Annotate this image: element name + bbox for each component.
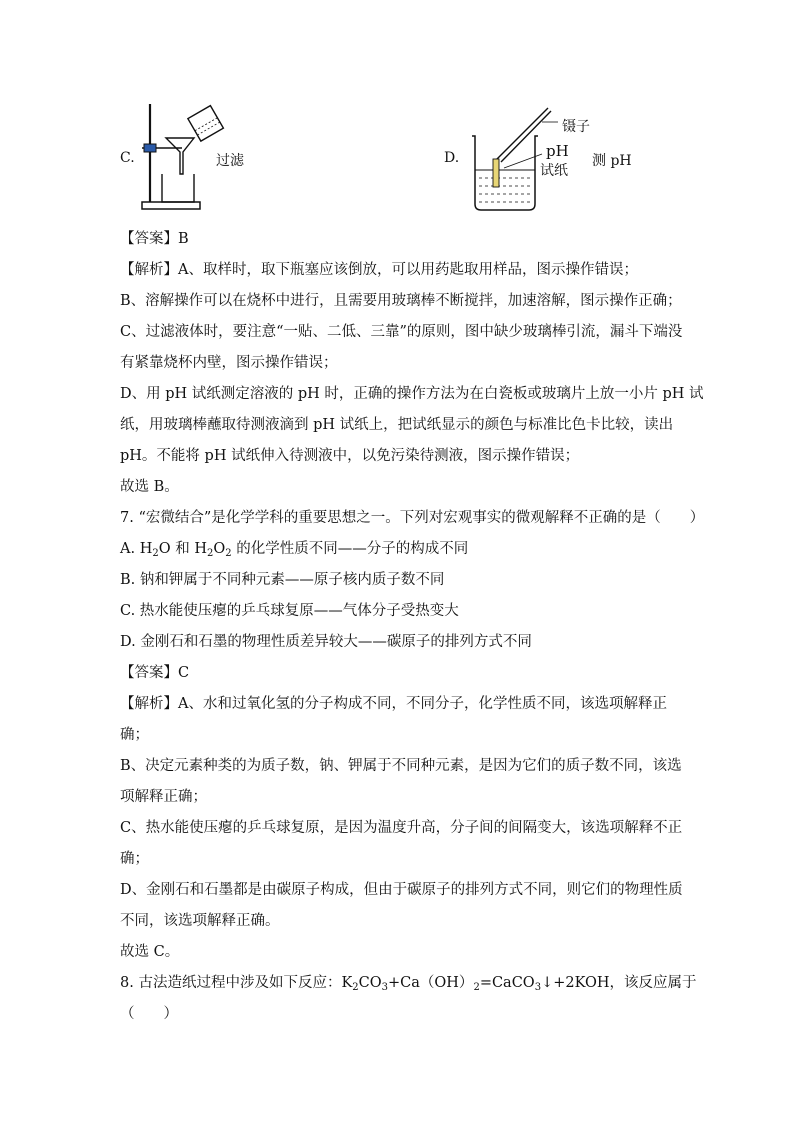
q7-analysis-line: 确；: [120, 851, 149, 867]
q6-analysis-line: B、溶解操作可以在烧杯中进行，且需要用玻璃棒不断搅拌，加速溶解，图示操作正确；: [120, 293, 682, 309]
q6-answer: 【答案】B: [120, 231, 189, 247]
option-c-label: 过滤: [216, 153, 244, 169]
q7-option-b: B. 钠和钾属于不同种元素——原子核内质子数不同: [120, 572, 445, 588]
q8-stem: 8. 古法造纸过程中涉及如下反应：$K_2CO_3+Ca(OH)_2=CaCO_3↓+2KOH$，该反应属于: [120, 975, 697, 993]
q6-conclusion: 故选 B。: [120, 479, 179, 495]
q7-analysis-line: 【解析】A、水和过氧化氢的分子构成不同，不同分子，化学性质不同，该选项解释正: [120, 696, 667, 712]
q7-option-c: C. 热水能使压瘪的乒乓球复原——气体分子受热变大: [120, 603, 459, 619]
q7-answer: 【答案】C: [120, 665, 190, 681]
q7-analysis-line: D、金刚石和石墨都是由碳原子构成，但由于碳原子的排列方式不同，则它们的物理性质: [120, 882, 683, 898]
q7-option-d: D. 金刚石和石墨的物理性质差异较大——碳原子的排列方式不同: [120, 634, 532, 650]
paper-callout: 试纸: [540, 163, 568, 179]
q6-analysis-line: C、过滤液体时，要注意“一贴、二低、三靠”的原则，图中缺少玻璃棒引流，漏斗下端没: [120, 324, 683, 340]
q6-analysis-line: pH。不能将 pH 试纸伸入待测液中，以免污染待测液，图示操作错误；: [120, 448, 580, 464]
document-body: [120, 224, 705, 1030]
ph-callout: pH: [546, 142, 569, 160]
q7-analysis-line: 确；: [120, 727, 149, 743]
tweezers-callout: 镊子: [562, 119, 590, 135]
q7-analysis-line: C、热水能使压瘪的乒乓球复原，是因为温度升高，分子间的间隔变大，该选项解释不正: [120, 820, 683, 836]
option-d-letter: D.: [444, 150, 460, 166]
q7-analysis-line: 不同，该选项解释正确。: [120, 913, 280, 929]
filtration-apparatus-illustration: [136, 100, 226, 215]
q6-analysis-line: 【解析】A、取样时，取下瓶塞应该倒放，可以用药匙取用样品，图示操作错误；: [120, 262, 638, 278]
option-c-letter: C.: [120, 150, 135, 166]
option-d-label: 测 pH: [592, 153, 632, 169]
q7-analysis-line: 项解释正确；: [120, 789, 207, 805]
q7-analysis-line: B、决定元素种类的为质子数，钠、钾属于不同种元素，是因为它们的质子数不同，该选: [120, 758, 682, 774]
figure-row: [0, 100, 794, 220]
q8-answer-blank: （ ）: [120, 1006, 178, 1022]
q7-conclusion: 故选 C。: [120, 944, 180, 960]
q6-analysis-line: 纸，用玻璃棒蘸取待测液滴到 pH 试纸上，把试纸显示的颜色与标准比色卡比较，读出: [120, 417, 674, 433]
q7-stem: 7. “宏微结合”是化学学科的重要思想之一。下列对宏观事实的微观解释不正确的是（ ）: [120, 510, 705, 526]
q6-analysis-line: 有紧靠烧杯内壁，图示操作错误；: [120, 355, 338, 371]
q7-option-a: A. $H_2O$ 和 $H_2O_2$ 的化学性质不同——分子的构成不同: [120, 541, 469, 559]
q6-analysis-line: D、用 pH 试纸测定溶液的 pH 时，正确的操作方法为在白瓷板或玻璃片上放一小片 pH 试: [120, 386, 704, 402]
